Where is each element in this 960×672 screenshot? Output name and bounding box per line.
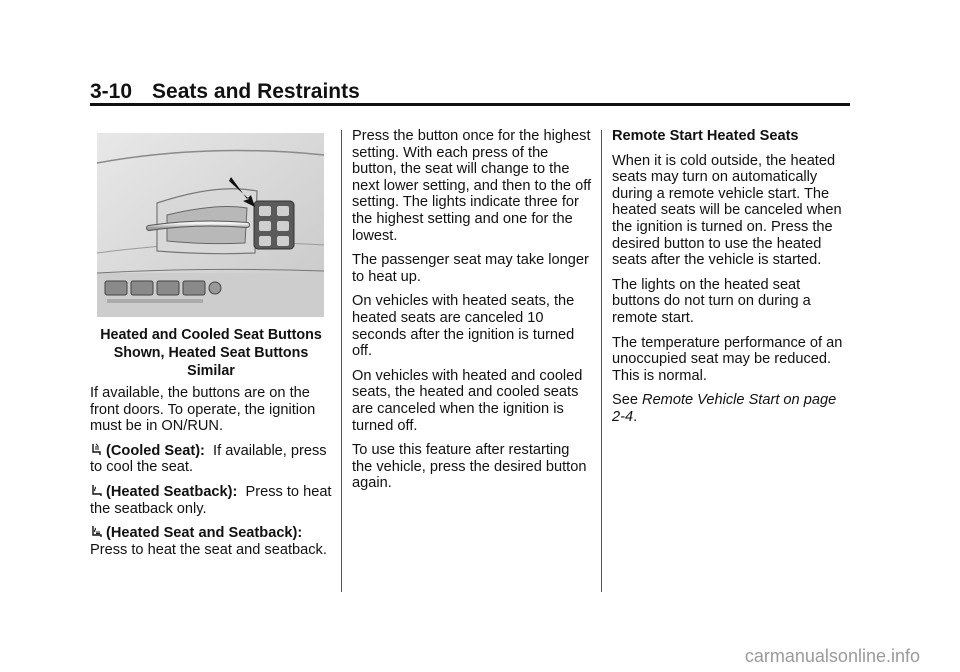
caption-line-3: Similar [187, 363, 235, 379]
door-panel-illustration [97, 133, 324, 317]
column-divider-2 [601, 130, 602, 592]
watermark[interactable]: carmanualsonline.info [744, 646, 920, 666]
caption-line-2: Shown, Heated Seat Buttons [113, 345, 309, 361]
paragraph: The temperature performance of an unoccupied seat may be reduced. This is normal. [612, 334, 843, 384]
cooled-seat-icon [90, 443, 103, 456]
see-suffix: . [633, 408, 638, 425]
figure-caption [90, 326, 332, 380]
paragraph: Press the button once for the highest setting. With each press of the button, the seat will change to the next lower setting, and then to the off setting. The lights indicate three for the highest setting and one for the lowest. [352, 128, 592, 244]
column-3-body [612, 128, 852, 434]
remote-start-heading: Remote Start Heated Seats [612, 128, 799, 144]
see-reference [612, 392, 852, 425]
paragraph: On vehicles with heated seats, the heated seats are canceled 10 seconds after the ignition is turned off. [352, 293, 575, 360]
section-title: Seats and Restraints [152, 80, 360, 103]
paragraph: The passenger seat may take longer to heat up. [352, 252, 589, 285]
page-header [90, 80, 360, 104]
cooled-seat-item [90, 443, 332, 476]
column-2-body [352, 128, 592, 500]
cooled-seat-term: (Cooled Seat): [106, 442, 205, 459]
heated-seat-and-seatback-item [90, 525, 332, 558]
heated-seatback-text: Press to heat the seatback only. [90, 483, 332, 517]
page-number: 3-10 [90, 80, 133, 103]
column-1-body [90, 385, 332, 566]
paragraph: To use this feature after restarting the vehicle, press the desired button again. [352, 442, 587, 492]
heated-seatback-item [90, 484, 332, 517]
heated-seat-and-seatback-term: (Heated Seat and Seatback): [106, 525, 303, 542]
heated-seatback-term: (Heated Seatback): [106, 483, 238, 500]
remote-vehicle-start-link[interactable]: Remote Vehicle Start on page 2-4 [612, 392, 837, 425]
paragraph: The lights on the heated seat buttons do not turn on during a remote start. [612, 276, 811, 326]
column-divider-1 [341, 130, 342, 592]
heated-seat-and-seatback-icon [90, 525, 103, 538]
caption-line-1: Heated and Cooled Seat Buttons [100, 327, 322, 343]
intro-paragraph: If available, the buttons are on the front doors. To operate, the ignition must be in ON/RUN. [90, 385, 316, 435]
heated-seatback-icon [90, 484, 103, 497]
paragraph: When it is cold outside, the heated seats may turn on automatically during a remote vehicle start. The heated seats will be canceled when the ignition is turned on. Press the desired button to use the heated seats after the vehicle is started. [612, 152, 842, 269]
paragraph: On vehicles with heated and cooled seats, the heated and cooled seats are canceled when the ignition is turned off. [352, 367, 583, 434]
cooled-seat-text: If available, press to cool the seat. [90, 442, 327, 476]
header-rule [90, 103, 850, 106]
heated-seat-and-seatback-text: Press to heat the seat and seatback. [90, 541, 327, 558]
see-prefix: See [612, 392, 643, 409]
